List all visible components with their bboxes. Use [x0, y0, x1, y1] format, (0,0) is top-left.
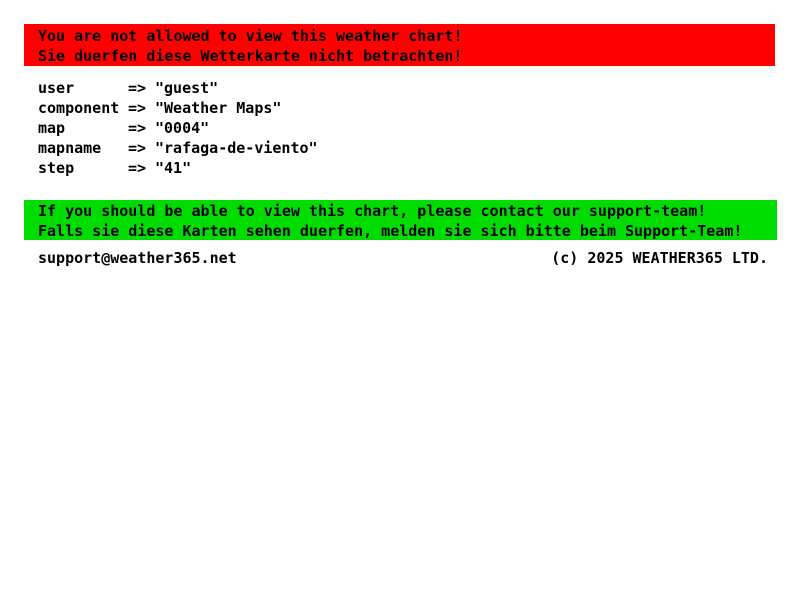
detail-value: "rafaga-de-viento"	[155, 139, 318, 157]
detail-key: component	[38, 99, 120, 117]
footer	[38, 248, 768, 268]
detail-key: step	[38, 159, 75, 177]
access-denied-line-en: You are not allowed to view this weather chart!	[38, 27, 463, 45]
detail-row-mapname	[38, 138, 318, 158]
request-details	[38, 78, 318, 178]
support-banner	[24, 200, 777, 240]
detail-key: user	[38, 79, 75, 97]
copyright-text: (c) 2025 WEATHER365 LTD.	[551, 249, 768, 267]
support-line-en: If you should be able to view this chart, please contact our support-team!	[38, 202, 707, 220]
detail-value: "0004"	[155, 119, 210, 137]
detail-row-map	[38, 118, 318, 138]
support-email: support@weather365.net	[38, 249, 237, 267]
detail-key: mapname	[38, 139, 102, 157]
detail-row-component	[38, 98, 318, 118]
arrow-separator: =>	[128, 99, 147, 117]
access-denied-banner	[24, 24, 775, 66]
detail-value: "Weather Maps"	[155, 99, 282, 117]
arrow-separator: =>	[128, 139, 147, 157]
support-line-de: Falls sie diese Karten sehen duerfen, melden sie sich bitte beim Support-Team!	[38, 222, 743, 240]
arrow-separator: =>	[128, 79, 147, 97]
access-denied-line-de: Sie duerfen diese Wetterkarte nicht betrachten!	[38, 47, 463, 65]
detail-row-step	[38, 158, 318, 178]
arrow-separator: =>	[128, 119, 147, 137]
detail-row-user	[38, 78, 318, 98]
arrow-separator: =>	[128, 159, 147, 177]
detail-key: map	[38, 119, 66, 137]
detail-value: "41"	[155, 159, 192, 177]
detail-value: "guest"	[155, 79, 219, 97]
